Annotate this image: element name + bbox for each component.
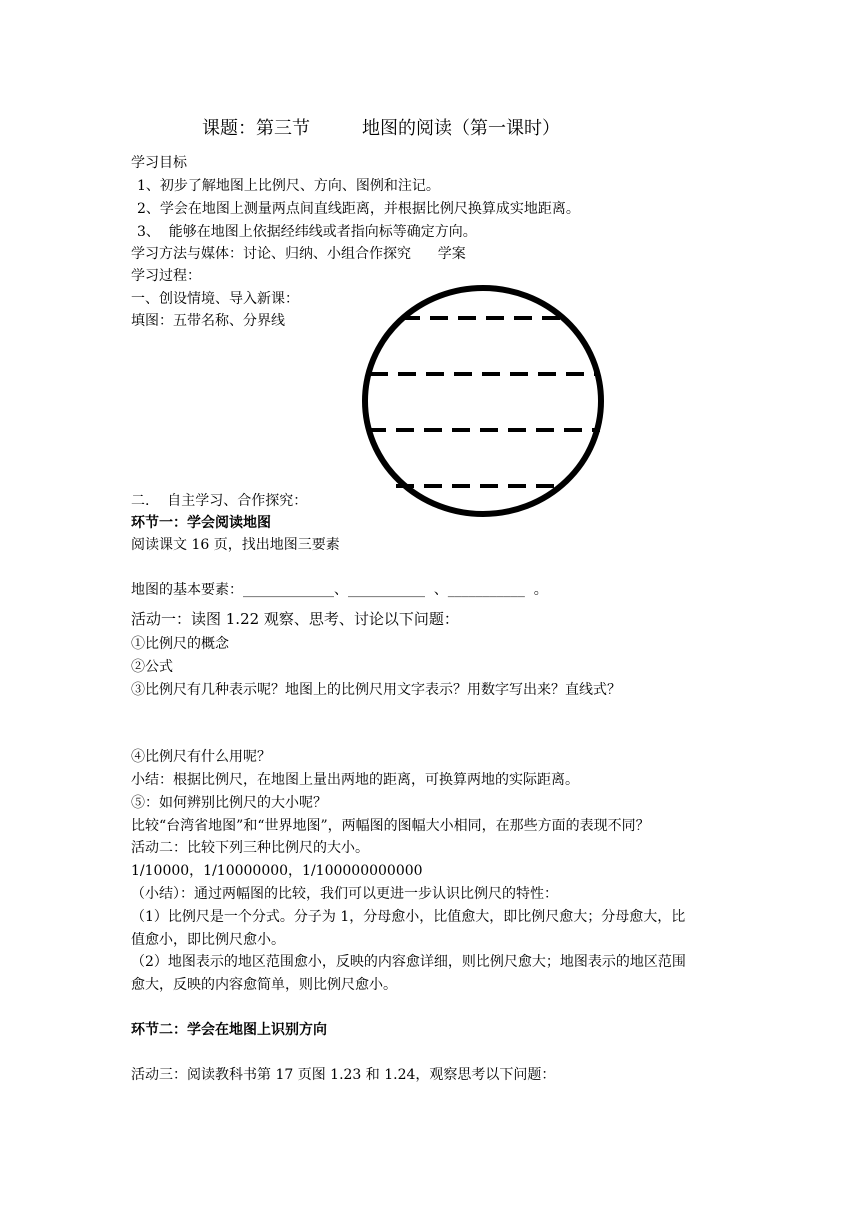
objective-item: 2、学会在地图上测量两点间直线距离，并根据比例尺换算成实地距离。 bbox=[137, 201, 580, 217]
part2-heading: 二. 自主学习、合作探究： bbox=[131, 493, 308, 509]
part1-heading: 一、创设情境、导入新课： bbox=[131, 291, 299, 307]
fill-instruction: 填图：五带名称、分界线 bbox=[131, 313, 285, 329]
question-5: ⑤：如何辨别比例尺的大小呢？ bbox=[131, 795, 327, 811]
activity3-text: 活动三：阅读教科书第 17 页图 1.23 和 1.24，观察思考以下问题： bbox=[131, 1067, 556, 1083]
question-3: ③比例尺有几种表示呢？地图上的比例尺用文字表示？用数字写出来？直线式？ bbox=[131, 682, 621, 698]
point-2-line2: 愈大，反映的内容愈简单，则比例尺愈小。 bbox=[131, 977, 397, 993]
compare-text: 比较“台湾省地图”和“世界地图”，两幅图的图幅大小相同，在那些方面的表现不同？ bbox=[131, 818, 650, 834]
title-prefix: 课题：第三节 bbox=[202, 118, 310, 139]
page-title: 地图的阅读（第一课时） bbox=[362, 118, 560, 139]
globe-outline bbox=[365, 288, 601, 514]
point-2-line1: （2）地图表示的地区范围愈小，反映的内容愈详细，则比例尺愈大；地图表示的地区范围 bbox=[131, 954, 686, 970]
activity1-text: 活动一：读图 1.22 观察、思考、讨论以下问题： bbox=[131, 610, 459, 628]
point-1-line1: （1）比例尺是一个分式。分子为 1，分母愈小，比值愈大，即比例尺愈大；分母愈大，比 bbox=[131, 909, 686, 925]
question-2: ②公式 bbox=[131, 659, 173, 675]
section1-heading: 环节一：学会阅读地图 bbox=[131, 515, 271, 531]
objectives-heading: 学习目标 bbox=[131, 155, 187, 171]
section2-heading: 环节二：学会在地图上识别方向 bbox=[131, 1022, 327, 1038]
scales-list: 1/10000，1/10000000，1/100000000000 bbox=[131, 863, 423, 879]
summary-2: （小结）：通过两幅图的比较，我们可以更进一步认识比例尺的特性： bbox=[131, 886, 558, 902]
read-instruction: 阅读课文 16 页，找出地图三要素 bbox=[131, 537, 340, 553]
method-text: 学习方法与媒体：讨论、归纳、小组合作探究 学案 bbox=[131, 246, 466, 262]
summary-1: 小结：根据比例尺，在地图上量出两地的距离，可换算两地的实际距离。 bbox=[131, 772, 579, 788]
question-1: ①比例尺的概念 bbox=[131, 636, 229, 652]
globe-zones-diagram bbox=[362, 283, 610, 523]
activity2-text: 活动二：比较下列三种比例尺的大小。 bbox=[131, 840, 369, 856]
objective-item: 3、 能够在地图上依据经纬线或者指向标等确定方向。 bbox=[137, 224, 477, 240]
map-elements-blanks: 地图的基本要素：_____________、___________ 、___________ 。 bbox=[131, 582, 548, 598]
objective-item: 1、初步了解地图上比例尺、方向、图例和注记。 bbox=[137, 178, 440, 194]
process-heading: 学习过程： bbox=[131, 268, 201, 284]
question-4: ④比例尺有什么用呢？ bbox=[131, 749, 271, 765]
point-1-line2: 值愈小，即比例尺愈小。 bbox=[131, 932, 285, 948]
